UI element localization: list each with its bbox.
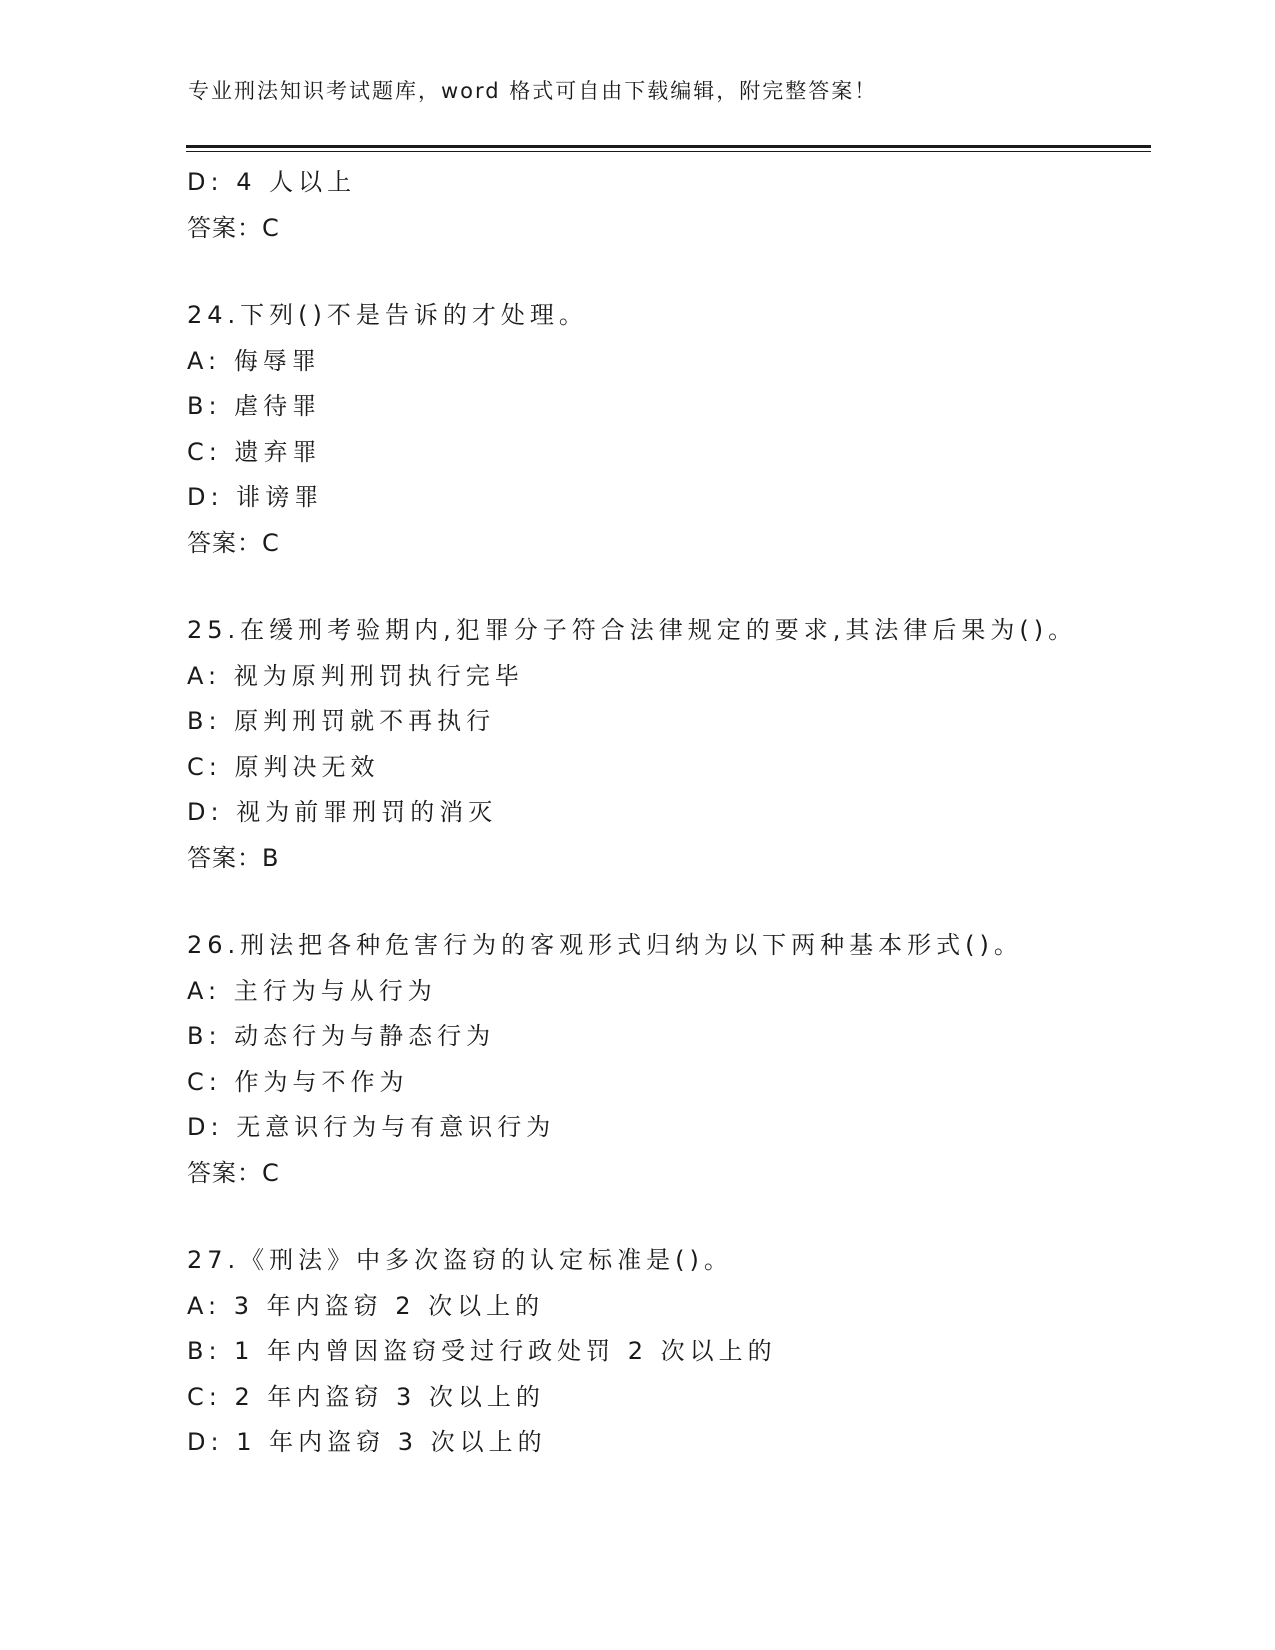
option-d: D: 1 年内盗窃 3 次以上的: [187, 1428, 547, 1456]
header-rule-thin: [186, 151, 1151, 152]
option-b: B: 动态行为与静态行为: [187, 1022, 496, 1050]
option-d: D: 4 人以上: [187, 168, 357, 196]
spacer: [187, 251, 1147, 293]
option-b: B: 虐待罪: [187, 392, 322, 420]
spacer: [187, 566, 1147, 608]
question-stem: 24.下列()不是告诉的才处理。: [187, 301, 588, 329]
question-list: [187, 160, 1147, 1466]
spacer: [187, 881, 1147, 923]
option-d: D: 无意识行为与有意识行为: [187, 1113, 556, 1141]
header-rule-thick: [186, 145, 1151, 148]
option-c: C: 遗弃罪: [187, 437, 322, 466]
option-d: D: 视为前罪刑罚的消灭: [187, 798, 498, 826]
answer-line: 答案：C: [187, 528, 280, 557]
page-header: 专业刑法知识考试题库，word 格式可自由下载编辑，附完整答案！: [188, 79, 878, 103]
question-stem: 25.在缓刑考验期内,犯罪分子符合法律规定的要求,其法律后果为()。: [187, 616, 1078, 644]
option-a: A: 视为原判刑罚执行完毕: [187, 661, 524, 690]
option-c: C: 作为与不作为: [187, 1067, 409, 1096]
question-stem: 26.刑法把各种危害行为的客观形式归纳为以下两种基本形式()。: [187, 931, 1023, 959]
option-c: C: 2 年内盗窃 3 次以上的: [187, 1382, 545, 1411]
answer-line: 答案：C: [187, 213, 280, 242]
option-a: A: 侮辱罪: [187, 346, 321, 375]
question-stem: 27.《刑法》中多次盗窃的认定标准是()。: [187, 1246, 733, 1274]
answer-line: 答案：C: [187, 1158, 280, 1187]
option-a: A: 3 年内盗窃 2 次以上的: [187, 1291, 545, 1320]
spacer: [187, 1196, 1147, 1238]
option-d: D: 诽谤罪: [187, 483, 324, 511]
answer-line: 答案：B: [187, 843, 280, 872]
option-c: C: 原判决无效: [187, 752, 380, 781]
option-b: B: 原判刑罚就不再执行: [187, 707, 496, 735]
option-a: A: 主行为与从行为: [187, 976, 437, 1005]
option-b: B: 1 年内曾因盗窃受过行政处罚 2 次以上的: [187, 1337, 777, 1365]
